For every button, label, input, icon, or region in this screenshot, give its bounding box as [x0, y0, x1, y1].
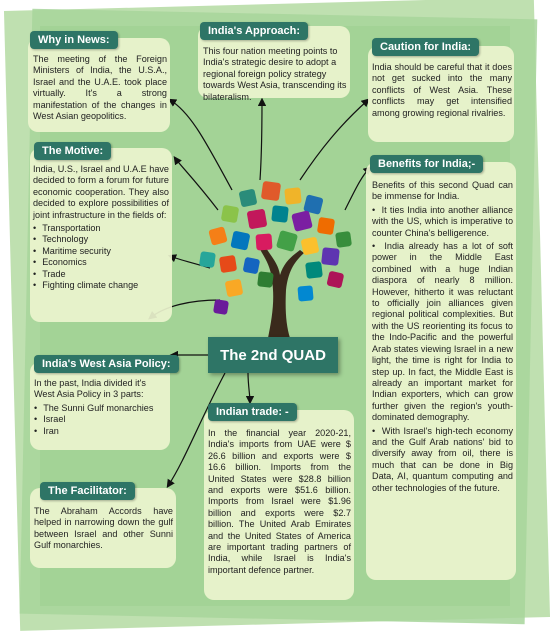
why-in-news-text: The meeting of the Foreign Ministers of India, the U.S.A., Israel and the U.A.E. took place virtually. It's a strong manifestation of the changes in West Asian geopolitics. [33, 54, 167, 122]
list-item: • Transportation [43, 223, 169, 234]
motive-heading: The Motive: [34, 142, 111, 160]
benefits-point: • With Israel's high-tech economy and the Gulf Arab nations' bid to diversify away from oil, there is much that can be done in Big Data, AI, quantum computing and other technologies of the future. [372, 425, 513, 493]
list-item: • Maritime security [43, 246, 169, 257]
list-item: • Fighting climate change [43, 280, 169, 291]
benefits-intro: Benefits of this second Quad can be immense for India. [372, 180, 513, 202]
list-item: • Technology [43, 234, 169, 245]
caution-text: India should be careful that it does not get sucked into the many conflicts of West Asia. These conflicts may get intensified among growing regional rivalries. [372, 62, 512, 118]
benefits-point: • It ties India into another alliance with the US, which is imperative to counter China's belligerence. [372, 204, 513, 238]
indian-trade-heading: Indian trade: - [208, 403, 297, 421]
list-item: • The Sunni Gulf monarchies [44, 403, 168, 414]
motive-text: India, U.S., Israel and U.A.E have decided to form a forum for future economic cooperation. They also decided to explore possibilities of joint infrastructure in the fields of: [33, 164, 169, 220]
list-item: • Trade [43, 269, 169, 280]
center-title: The 2nd QUAD [208, 337, 338, 373]
caution-heading: Caution for India: [372, 38, 479, 56]
why-in-news-heading: Why in News: [30, 31, 118, 49]
list-item: • Economics [43, 257, 169, 268]
west-asia-policy-text: In the past, India divided it's West Asia Policy in 3 parts: [34, 378, 146, 400]
west-asia-policy-body [34, 378, 168, 437]
motive-list [33, 223, 169, 291]
indias-approach-text: This four nation meeting points to India's strategic desire to adopt a regional foreign policy strategy towards West Asia, transcending its bilateralism. [203, 46, 347, 102]
west-asia-policy-heading: India's West Asia Policy: [34, 355, 179, 373]
west-asia-policy-list [34, 403, 168, 437]
motive-body [33, 164, 169, 291]
benefits-point: • India already has a lot of soft power in the Middle East combined with a huge Indian diaspora of nearly 8 million. However, hitherto it was reluctant to officially join alliances given regional political complexities. But with the US reorienting its focus to the Indo-Pacific and the powerful Arab states viewing Israel in a new light, the time is right for India to step up. In fact, the Middle East is already an important market for Indian exporters, which can grow further given the region's youth-dominated demography. [372, 241, 513, 423]
benefits-heading: Benefits for India;- [370, 155, 483, 173]
facilitator-text: The Abraham Accords have helped in narrowing down the gulf between Israel and other Sunni Gulf monarchies. [34, 506, 173, 551]
list-item: • Israel [44, 414, 168, 425]
list-item: • Iran [44, 426, 168, 437]
indias-approach-heading: India's Approach: [200, 22, 308, 40]
benefits-body [372, 180, 513, 496]
indian-trade-text: In the financial year 2020-21, India's imports from UAE were $ 26.6 billion and exports were $ 16.6 billion. Imports from the United States were $28.8 billion and exports were $51.6 billion. Imports from Israel were $1.96 billion and exports were $2.7 billion. The United Arab Emirates and the United States of America are important trading partners of India, while Israel is India's important defence partner. [208, 428, 351, 575]
facilitator-heading: The Facilitator: [40, 482, 135, 500]
